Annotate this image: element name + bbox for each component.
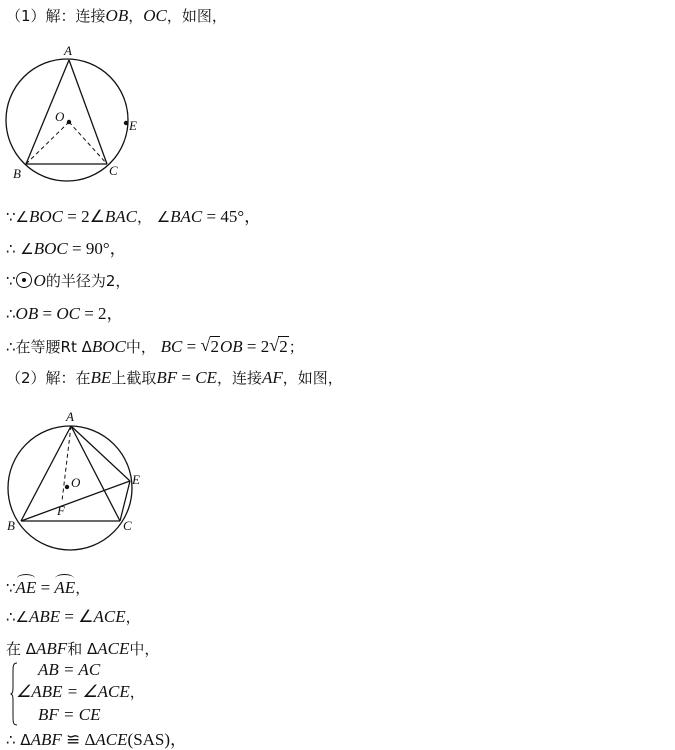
figure-2-circle-quadrilateral (0, 405, 150, 555)
side-ac (71, 426, 120, 521)
math: BOC (33, 239, 68, 258)
math: ∠ABE = ∠ACE (16, 682, 130, 701)
dashed-ob (26, 122, 69, 164)
math-op: = ∠ (60, 607, 94, 626)
label-e: E (129, 118, 137, 133)
label-a: A (64, 43, 72, 58)
sqrt-symbol (269, 337, 289, 357)
system-row-3: BF = CE (38, 705, 101, 724)
step-line-1 (6, 207, 261, 227)
math: BOC (91, 337, 126, 356)
arc-math: AE (54, 578, 76, 597)
text: 在 Δ (6, 640, 37, 658)
text: ， (125, 608, 141, 626)
step-line-3 (6, 271, 130, 291)
math: BOC (29, 207, 63, 226)
text: 上截取 (111, 369, 157, 387)
math: O (33, 271, 46, 290)
label-b: B (7, 518, 15, 533)
label-o: O (71, 475, 81, 490)
math-oc: OC (143, 6, 167, 25)
text: ∴ Δ (6, 731, 31, 749)
center-point (67, 120, 71, 124)
math: BF (156, 368, 178, 387)
math: BC (160, 337, 183, 356)
side-ac (69, 60, 107, 164)
math-op: = (177, 368, 196, 387)
math: ACE (95, 730, 128, 749)
side-ce (120, 481, 130, 521)
text: ，连接 (216, 369, 262, 387)
text: 中， (125, 338, 161, 356)
dashed-oc (69, 122, 107, 164)
math-op: = 2 (242, 337, 270, 356)
text: ， ∠ (136, 208, 171, 226)
text: ∴ ∠ (6, 240, 34, 258)
text: 中， (129, 640, 160, 658)
math-op: (SAS)， (127, 730, 188, 749)
text: ∴∠ (6, 608, 29, 626)
system-row-1: AB = AC (38, 660, 101, 679)
math: OB (220, 337, 243, 356)
math: ABE (29, 607, 61, 626)
math-op: = 2∠ (63, 207, 105, 226)
label-b: B (13, 166, 21, 181)
math: ABF (30, 730, 62, 749)
label-c: C (109, 163, 118, 178)
text: ， (129, 683, 145, 701)
math-op: = 90°， (67, 239, 127, 258)
step-line-8 (6, 639, 159, 659)
system-row-2 (16, 682, 145, 702)
math-op: = 45°， (202, 207, 262, 226)
text: ∵∠ (6, 208, 29, 226)
math: ACE (97, 639, 130, 658)
math: CE (195, 368, 217, 387)
math: ACE (93, 607, 126, 626)
math-op: = (182, 337, 201, 356)
part1-heading (6, 6, 227, 26)
text: 和 Δ (67, 640, 98, 658)
math-ob: OB (105, 6, 129, 25)
sqrt-symbol (201, 337, 221, 357)
text: ， (75, 579, 91, 597)
math: BAC (104, 207, 137, 226)
math-op: = (36, 578, 55, 597)
center-point (65, 485, 69, 489)
label-a: A (66, 409, 74, 424)
step-line-6 (6, 578, 90, 598)
text: （2）解：在 (6, 369, 91, 387)
math: AF (261, 368, 283, 387)
label-e: E (132, 472, 140, 487)
math: OB (15, 304, 39, 323)
math: OC (56, 304, 80, 323)
step-line-7 (6, 607, 141, 627)
label-c: C (123, 518, 132, 533)
conclusion-line (6, 730, 187, 750)
dashed-af (62, 426, 71, 501)
figure-1-circle-triangle (0, 40, 140, 185)
radicand: 2 (210, 337, 219, 356)
arc-math: AE (15, 578, 37, 597)
text: ∵ (6, 272, 16, 290)
step-line-5 (6, 337, 304, 357)
text: 的半径为2， (45, 272, 131, 290)
heading-suffix: ，如图， (166, 7, 227, 25)
step-line-2 (6, 239, 127, 259)
separator: ， (128, 7, 144, 25)
heading-text: （1）解：连接 (6, 7, 106, 25)
step-line-4 (6, 304, 124, 324)
math: BE (90, 368, 112, 387)
text: ∴ (6, 305, 16, 323)
radicand: 2 (279, 337, 288, 356)
text: ，如图， (282, 369, 343, 387)
point-e (124, 121, 128, 125)
math-op: = 2， (79, 304, 124, 323)
text: ； (288, 338, 304, 356)
part2-heading (6, 368, 343, 388)
text: ∵ (6, 579, 16, 597)
circle-symbol-icon (16, 272, 32, 288)
label-f: F (57, 503, 65, 518)
math: BAC (170, 207, 203, 226)
text: ∴在等腰Rt Δ (6, 338, 92, 356)
label-o: O (55, 109, 65, 124)
math-op: = (38, 304, 57, 323)
math: ABF (36, 639, 68, 658)
math-op: ≌ Δ (61, 730, 96, 749)
